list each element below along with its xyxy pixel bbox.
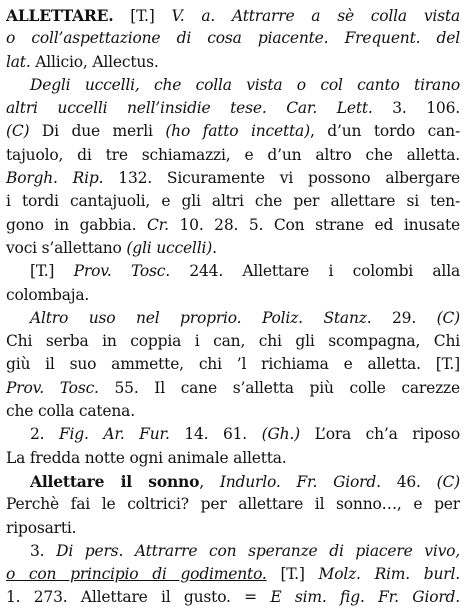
entry-text: (C) xyxy=(6,122,30,141)
entry-text: V. a. Attrarre a sè colla vista xyxy=(171,7,460,25)
entry-text: o coll’aspettazione di cosa piacente. Frequent. del xyxy=(6,29,460,48)
entry-text: Allicio, Allectus. xyxy=(30,52,159,71)
entry-text: . xyxy=(212,238,217,257)
entry-line xyxy=(6,74,460,97)
entry-text: tajuolo, di tre schiamazzi, e d’un altro che alletta. xyxy=(6,145,460,164)
entry-text: Fig. Ar. Fur. xyxy=(58,425,170,444)
entry-line xyxy=(6,144,460,167)
entry-text: Prov. Tosc. xyxy=(6,378,99,397)
entry-text: Altro uso nel proprio. Poliz. Stanz. xyxy=(30,308,372,327)
entry-text: o con principio di godimento. xyxy=(6,565,267,584)
entry-text: [T.] xyxy=(266,565,319,584)
entry-text: giù il suo ammette, chi ’l richiama e alletta. [T.] xyxy=(6,355,460,374)
entry-text: Prov. Tosc. xyxy=(73,262,171,281)
entry-text: 132. Sicuramente vi possono albergare xyxy=(103,169,460,188)
entry-text: Indurlo. Fr. Giord. xyxy=(219,472,381,491)
entry-text: altri uccelli nell’insidie tese. Car. Lett. xyxy=(6,99,373,118)
entry-text: Borgh. Rip. xyxy=(6,169,104,188)
entry-line xyxy=(6,190,460,213)
entry-text: ALLETTARE. xyxy=(6,6,114,25)
entry-text: , d’un tordo can- xyxy=(309,122,460,141)
entry-text: Perchè fai le coltrici? per allettare il sonno…, e per xyxy=(6,495,460,514)
entry-text: 14. 61. xyxy=(169,425,262,444)
entry-line xyxy=(6,330,460,353)
entry-text: [T.] xyxy=(30,262,74,281)
entry-text: Di due merli xyxy=(29,122,166,141)
entry-text: Chi serba in coppia i can, chi gli scompagna, Chi xyxy=(6,332,460,351)
entry-text: (C) xyxy=(436,308,460,327)
entry-text: L’ora ch’a riposo xyxy=(300,425,460,444)
entry-text: Di pers. Attrarre con speranze di piacere vivo, xyxy=(56,541,460,560)
entry-text: (gli uccelli) xyxy=(126,238,213,257)
entry-line xyxy=(6,260,460,283)
entry-text: che colla catena. xyxy=(6,402,135,421)
entry-text: (Gh.) xyxy=(261,425,300,444)
entry-line xyxy=(6,517,460,540)
entry-text: 10. 28. 5. Con strane ed inusate xyxy=(168,215,460,234)
entry-line xyxy=(6,51,460,74)
entry-line xyxy=(6,4,460,27)
entry-line xyxy=(6,307,460,330)
entry-text: voci s’allettano xyxy=(6,238,127,257)
entry-text: lat. xyxy=(6,52,31,71)
entry-line xyxy=(6,214,460,237)
entry-line xyxy=(6,377,460,400)
entry-line xyxy=(6,97,460,120)
entry-line xyxy=(6,400,460,423)
entry-text: 46. xyxy=(380,472,437,491)
entry-text: 3. xyxy=(30,541,57,560)
entry-line xyxy=(6,493,460,516)
entry-text: 1. 273. Allettare il gusto. = xyxy=(6,588,271,607)
entry-text: Molz. Rim. burl. xyxy=(318,565,460,584)
entry-line xyxy=(6,563,460,586)
entry-text: Degli uccelli, che colla vista o col canto tirano xyxy=(30,75,460,94)
entry-line xyxy=(6,284,460,307)
entry-text: 55. Il cane s’alletta più colle carezze xyxy=(98,378,460,397)
entry-text: Allettare il sonno xyxy=(30,471,200,491)
entry-text: [T.] xyxy=(113,7,172,25)
entry-text: gono in gabbia. xyxy=(6,215,147,234)
entry-line xyxy=(6,447,460,470)
entry-text: (ho fatto incetta) xyxy=(165,122,310,141)
entry-line xyxy=(6,353,460,376)
entry-line xyxy=(6,167,460,190)
entry-text: 244. Allettare i colombi alla xyxy=(170,262,460,281)
entry-line xyxy=(6,470,460,493)
entry-text: E sim. fig. Fr. Giord. xyxy=(270,588,460,607)
entry-text: Cr. xyxy=(146,215,169,234)
entry-text: 29. xyxy=(371,308,437,327)
entry-line xyxy=(6,120,460,143)
entry-line xyxy=(6,237,460,260)
entry-line xyxy=(6,27,460,50)
entry-line xyxy=(6,423,460,446)
entry-text: (C) xyxy=(436,472,460,491)
entry-text: i tordi cantajuoli, e gli altri che per allettare si ten- xyxy=(6,192,460,211)
entry-text: La fredda notte ogni animale alletta. xyxy=(6,448,287,467)
entry-text: , xyxy=(199,472,220,491)
dictionary-entry-allettare xyxy=(6,4,460,610)
entry-line xyxy=(6,540,460,563)
entry-text: riposarti. xyxy=(6,518,77,537)
entry-text: 2. xyxy=(30,425,59,444)
entry-text: 3. 106. xyxy=(372,99,460,118)
entry-text: colombaja. xyxy=(6,285,90,304)
entry-line xyxy=(6,586,460,609)
